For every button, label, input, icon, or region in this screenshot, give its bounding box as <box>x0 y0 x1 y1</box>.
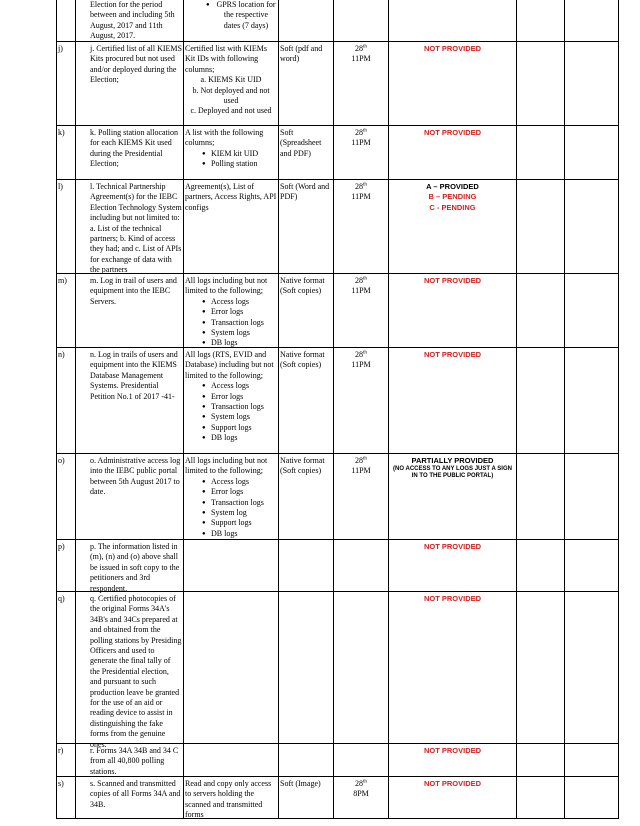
format-bullet: ● DB logs <box>211 529 277 539</box>
table-row <box>56 453 619 539</box>
table-row <box>56 125 619 179</box>
date-time: 11PM <box>351 360 371 370</box>
row-item: o. Administrative access log into the IEBC public portal between 5th August 2017 to date. <box>75 454 183 539</box>
format-bullet: ● Polling station <box>211 159 277 169</box>
format-lettered-item: a. KIEMS Kit UID <box>200 75 262 85</box>
table-row <box>56 0 619 41</box>
format-bullet: ● System logs <box>211 412 277 422</box>
format-bullet: ● System log <box>211 508 277 518</box>
format-bullet: ● Transaction logs <box>211 318 277 328</box>
format-lettered-item: b. Not deployed and not used <box>192 85 270 106</box>
type-cell: Soft (Word and PDF) <box>278 180 333 273</box>
status-badge: NOT PROVIDED <box>423 594 482 603</box>
date-sup: th <box>363 44 367 50</box>
date-sup: th <box>363 276 367 282</box>
format-intro: A list with the following columns; <box>185 128 264 148</box>
row-label: r) <box>56 744 75 776</box>
date-day: 28 <box>355 182 364 191</box>
status-line: C - PENDING <box>429 202 476 212</box>
date-time: 11PM <box>351 286 371 296</box>
row-label: s) <box>56 777 75 818</box>
row-label: q) <box>56 592 75 743</box>
status-line: A – PROVIDED <box>426 182 479 191</box>
type-cell: Soft (Spreadsheet and PDF) <box>278 126 333 179</box>
status-badge: NOT PROVIDED <box>423 779 482 788</box>
format-bullet: ● System logs <box>211 328 277 338</box>
type-cell: Soft (pdf and word) <box>278 42 333 125</box>
table-row <box>56 179 619 273</box>
format-intro: All logs (RTS, EVID and Database) including but not limited to the following; <box>185 350 274 380</box>
row-label: j) <box>56 42 75 125</box>
date-sup: th <box>363 182 367 188</box>
table-row <box>56 273 619 347</box>
format-bullet: ● GPRS location for the respective dates (7 days) <box>215 0 277 31</box>
format-intro: All logs including but not limited to the following; <box>185 456 268 476</box>
table-row <box>56 591 619 749</box>
status-badge: NOT PROVIDED <box>423 44 482 53</box>
date-day: 28 <box>355 779 364 788</box>
format-bullet: ● DB logs <box>211 433 277 443</box>
date-time: 11PM <box>351 192 371 202</box>
status-badge: NOT PROVIDED <box>423 350 482 359</box>
format-bullet: ● Access logs <box>211 297 277 307</box>
format-bullet: ● Error logs <box>211 307 277 317</box>
format-intro: All logs including but not limited to the following; <box>185 276 268 296</box>
row-label: m) <box>56 274 75 347</box>
format-intro: Certified list with KIEMs Kit IDs with following columns; <box>185 44 267 74</box>
table-bottom-rule <box>56 818 619 819</box>
table-row <box>56 743 619 776</box>
status-badge: NOT PROVIDED <box>423 542 482 551</box>
table-row <box>56 41 619 125</box>
format-bullet: ● Error logs <box>211 392 277 402</box>
row-item: m. Log in trail of users and equipment into the IEBC Servers. <box>75 274 183 347</box>
format-bullet: ● DB logs <box>211 338 277 348</box>
table-row <box>56 776 619 818</box>
type-cell: Native format (Soft copies) <box>278 348 333 453</box>
row-item: l. Technical Partnership Agreement(s) for the IEBC Election Technology System including but not limited to: a. List of the technical partners; b. Kind of access they had; and c. List of APIs for exchange of data with the partners <box>75 180 183 273</box>
date-day: 28 <box>355 44 364 53</box>
format-bullet: ● Access logs <box>211 477 277 487</box>
row-label: k) <box>56 126 75 179</box>
date-day: 28 <box>355 128 364 137</box>
row-label: o) <box>56 454 75 539</box>
row-item: q. Certified photocopies of the original Forms 34A's 34B's and 34Cs prepared at and obtained from the polling stations by Presiding Officers and used to generate the final tally of the Presidential election, and pursuant to such production leave be granted for the use of an aid or reading device to assist in distinguishing the fake forms from the genuine ones. <box>75 592 183 743</box>
status-badge: NOT PROVIDED <box>423 746 482 755</box>
document-table <box>56 0 619 826</box>
row-label: l) <box>56 180 75 273</box>
row-description: Election for the period between and including 5th August, 2017 and 11th August, 2017. <box>90 0 175 41</box>
table-row <box>56 347 619 453</box>
format-intro: Read and copy only access to servers holding the scanned and transmitted forms <box>183 777 278 818</box>
row-item: n. Log in trails of users and equipment into the KIEMS Database Management Systems. Presidential Petition No.1 of 2017 -41- <box>75 348 183 453</box>
row-item: p. The information listed in (m), (n) and (o) above shall be issued in soft copy to the petitioners and 3rd respondent. <box>75 540 183 591</box>
format-lettered-item: c. Deployed and not used <box>190 106 272 116</box>
date-time: 8PM <box>353 789 369 799</box>
status-badge: NOT PROVIDED <box>423 276 482 285</box>
row-item: k. Polling station allocation for each KIEMS Kit used during the Presidential Election; <box>75 126 183 179</box>
status-badge: PARTIALLY PROVIDED <box>411 456 494 465</box>
status-line: B – PENDING <box>428 192 477 202</box>
format-bullet: ● Access logs <box>211 381 277 391</box>
row-item: j. Certified list of all KIEMS Kits procured but not used and/or deployed during the Election; <box>75 42 183 125</box>
format-intro: Agreement(s), List of partners, Access Rights, API configs <box>183 180 278 273</box>
table-row <box>56 539 619 591</box>
date-time: 11PM <box>351 466 371 476</box>
row-item: s. Scanned and transmitted copies of all Forms 34A and 34B. <box>75 777 183 818</box>
type-cell: Soft (Image) <box>278 777 333 818</box>
status-badge: NOT PROVIDED <box>423 128 482 137</box>
date-day: 28 <box>355 350 364 359</box>
date-sup: th <box>363 128 367 134</box>
type-cell: Native format (Soft copies) <box>278 454 333 539</box>
row-label: p) <box>56 540 75 591</box>
date-day: 28 <box>355 276 364 285</box>
type-cell: Native format (Soft copies) <box>278 274 333 347</box>
format-bullet: ● Error logs <box>211 487 277 497</box>
format-bullet: ● Support logs <box>211 518 277 528</box>
date-sup: th <box>363 779 367 785</box>
row-item: r. Forms 34A 34B and 34 C from all 40,800 polling stations. <box>75 744 183 776</box>
format-bullet: ● KIEM kit UID <box>211 149 277 159</box>
date-sup: th <box>363 456 367 462</box>
status-note: (NO ACCESS TO ANY LOGS JUST A SIGN IN TO THE PUBLIC PORTAL) <box>393 466 512 480</box>
row-label: n) <box>56 348 75 453</box>
format-bullet: ● Transaction logs <box>211 498 277 508</box>
date-day: 28 <box>355 456 364 465</box>
date-time: 11PM <box>351 54 371 64</box>
format-bullet: ● Transaction logs <box>211 402 277 412</box>
format-bullet: ● Support logs <box>211 423 277 433</box>
date-sup: th <box>363 350 367 356</box>
date-time: 11PM <box>351 138 371 148</box>
